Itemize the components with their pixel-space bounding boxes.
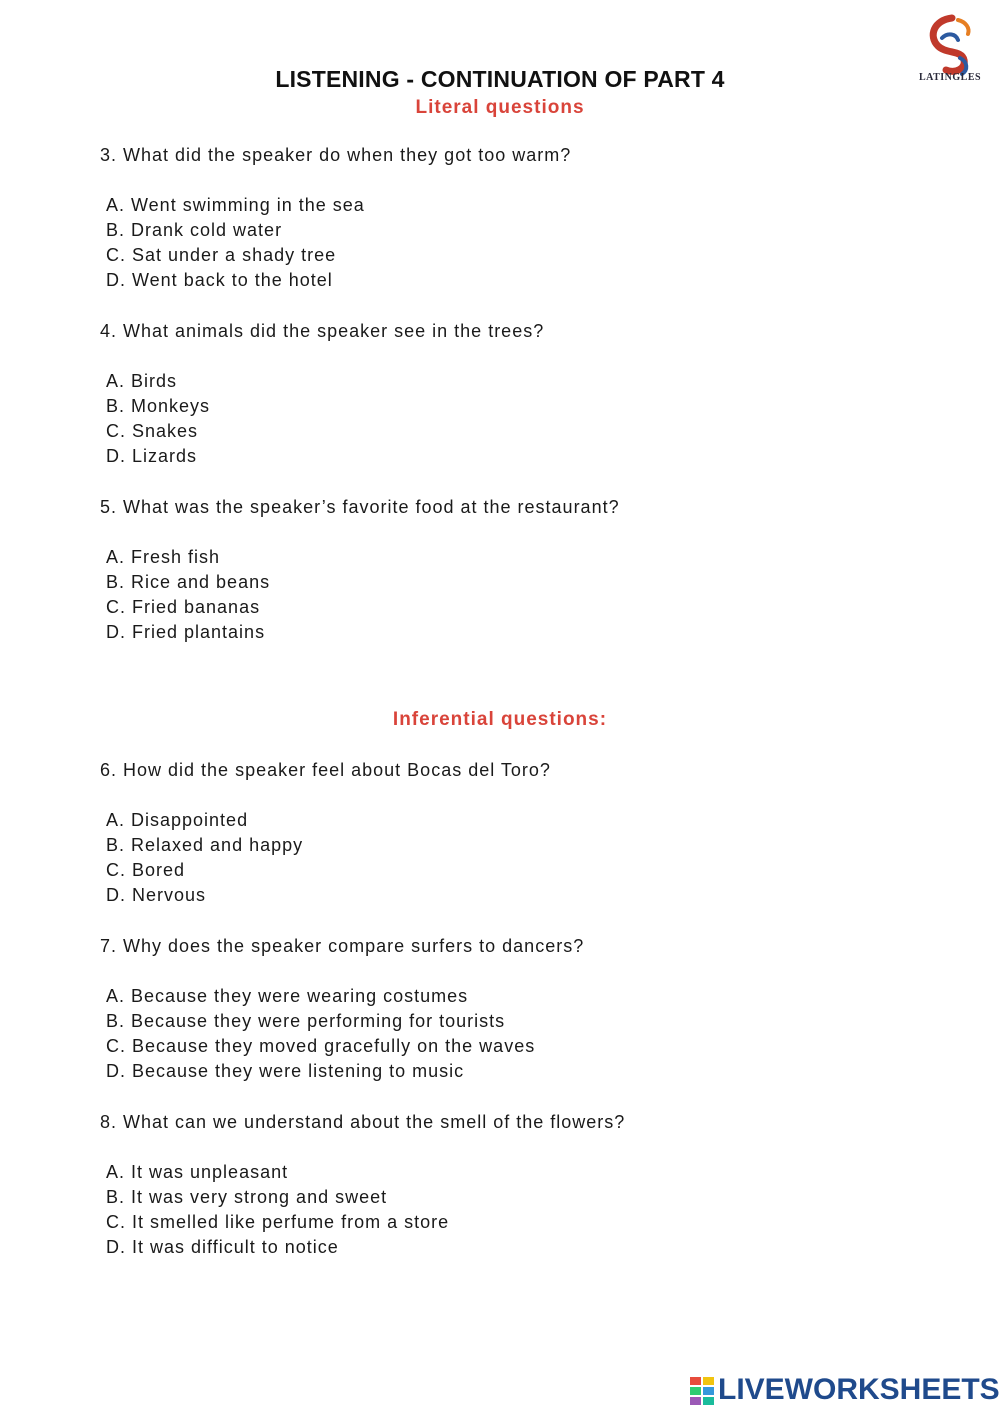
literal-questions-heading: Literal questions — [415, 97, 585, 118]
option-4d[interactable]: D. Lizards — [106, 446, 198, 466]
question-4: 4. What animals did the speaker see in the trees? — [100, 321, 545, 341]
question-5: 5. What was the speaker’s favorite food at the restaurant? — [100, 497, 620, 517]
option-7d[interactable]: D. Because they were listening to music — [106, 1061, 465, 1081]
question-8: 8. What can we understand about the smell of the flowers? — [100, 1112, 626, 1132]
question-6: 6. How did the speaker feel about Bocas del Toro? — [100, 760, 551, 780]
option-3a[interactable]: A. Went swimming in the sea — [106, 195, 365, 215]
question-3: 3. What did the speaker do when they got too warm? — [100, 145, 572, 165]
option-3b[interactable]: B. Drank cold water — [106, 220, 283, 240]
liveworksheets-brand-text: LIVEWORKSHEETS — [718, 1373, 1000, 1406]
inferential-questions-heading: Inferential questions: — [392, 709, 608, 730]
option-3c[interactable]: C. Sat under a shady tree — [106, 245, 337, 265]
option-7b[interactable]: B. Because they were performing for tourists — [106, 1011, 506, 1031]
option-8b[interactable]: B. It was very strong and sweet — [106, 1187, 388, 1207]
option-6a[interactable]: A. Disappointed — [106, 810, 249, 830]
option-3d[interactable]: D. Went back to the hotel — [106, 270, 333, 290]
option-7a[interactable]: A. Because they were wearing costumes — [106, 986, 469, 1006]
option-8a[interactable]: A. It was unpleasant — [106, 1162, 289, 1182]
latingles-logo-text: LATINGLES — [918, 72, 982, 83]
option-5d[interactable]: D. Fried plantains — [106, 622, 266, 642]
option-8d[interactable]: D. It was difficult to notice — [106, 1237, 339, 1257]
option-5a[interactable]: A. Fresh fish — [106, 547, 221, 567]
option-7c[interactable]: C. Because they moved gracefully on the waves — [106, 1036, 536, 1056]
option-5b[interactable]: B. Rice and beans — [106, 572, 271, 592]
page-title: LISTENING - CONTINUATION OF PART 4 — [275, 66, 725, 92]
option-6b[interactable]: B. Relaxed and happy — [106, 835, 304, 855]
option-6c[interactable]: C. Bored — [106, 860, 186, 880]
option-5c[interactable]: C. Fried bananas — [106, 597, 261, 617]
option-4c[interactable]: C. Snakes — [106, 421, 199, 441]
option-4b[interactable]: B. Monkeys — [106, 396, 211, 416]
liveworksheets-logo[interactable] — [690, 1373, 1000, 1409]
option-6d[interactable]: D. Nervous — [106, 885, 207, 905]
option-4a[interactable]: A. Birds — [106, 371, 178, 391]
option-8c[interactable]: C. It smelled like perfume from a store — [106, 1212, 450, 1232]
question-7: 7. Why does the speaker compare surfers to dancers? — [100, 936, 585, 956]
liveworksheets-blocks-icon — [690, 1377, 714, 1405]
